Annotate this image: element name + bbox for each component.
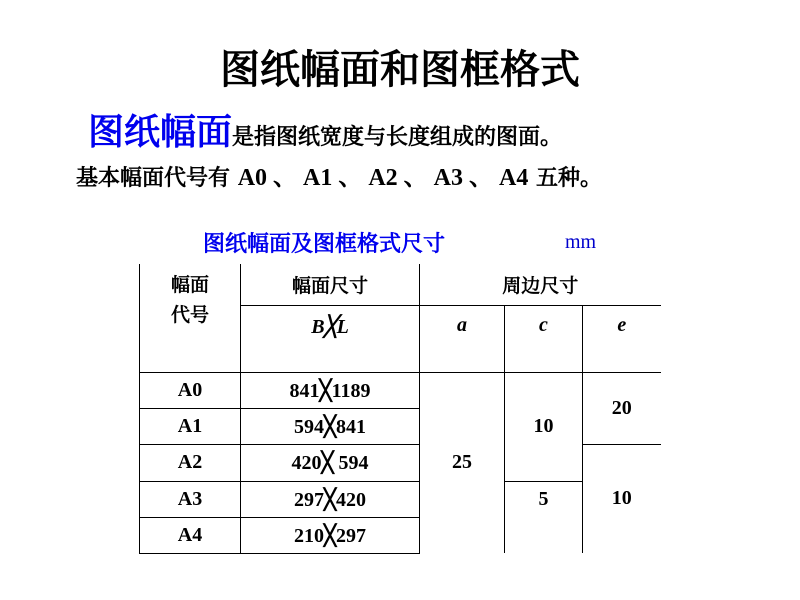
header-code (140, 264, 241, 372)
row-size: 594╳841 (241, 408, 420, 444)
size-table (139, 264, 661, 554)
row-size: 210╳297 (241, 517, 420, 553)
row-size: 841╳1189 (241, 372, 420, 408)
header-margin: 周边尺寸 (420, 264, 661, 305)
header-bl: B╳L (241, 305, 420, 372)
row-code: A1 (140, 408, 241, 444)
row-code: A3 (140, 481, 241, 517)
header-size: 幅面尺寸 (241, 264, 420, 305)
definition-highlight: 图纸幅面 (88, 112, 233, 153)
row-code: A0 (140, 372, 241, 408)
header-code-text: 幅面代号 (170, 274, 209, 326)
header-c: c (505, 305, 583, 372)
table-title: 图纸幅面及图框格式尺寸 (203, 232, 446, 257)
row-size: 297╳420 (241, 481, 420, 517)
table-unit: mm (565, 231, 597, 253)
row-size: 420╳ 594 (241, 444, 420, 481)
row-code: A4 (140, 517, 241, 553)
header-a: a (420, 305, 505, 372)
row-code: A2 (140, 444, 241, 481)
definition-text: 是指图纸宽度与长度组成的图面。 (232, 125, 563, 150)
cell-c-large: 10 (505, 372, 583, 481)
cell-e-large: 20 (583, 372, 661, 444)
sizes-prefix: 基本幅面代号有 (76, 166, 231, 191)
header-e: e (583, 305, 661, 372)
cell-c-small: 5 (505, 481, 583, 553)
sizes-suffix: 五种。 (536, 166, 603, 191)
cell-a: 25 (420, 372, 505, 553)
sizes-line (76, 157, 602, 192)
cell-e-small: 10 (583, 444, 661, 553)
page-title: 图纸幅面和图框格式 (220, 47, 580, 93)
definition-line (88, 104, 562, 155)
sizes-codes: A0 、 A1 、 A2 、 A3 、 A4 (237, 165, 529, 191)
